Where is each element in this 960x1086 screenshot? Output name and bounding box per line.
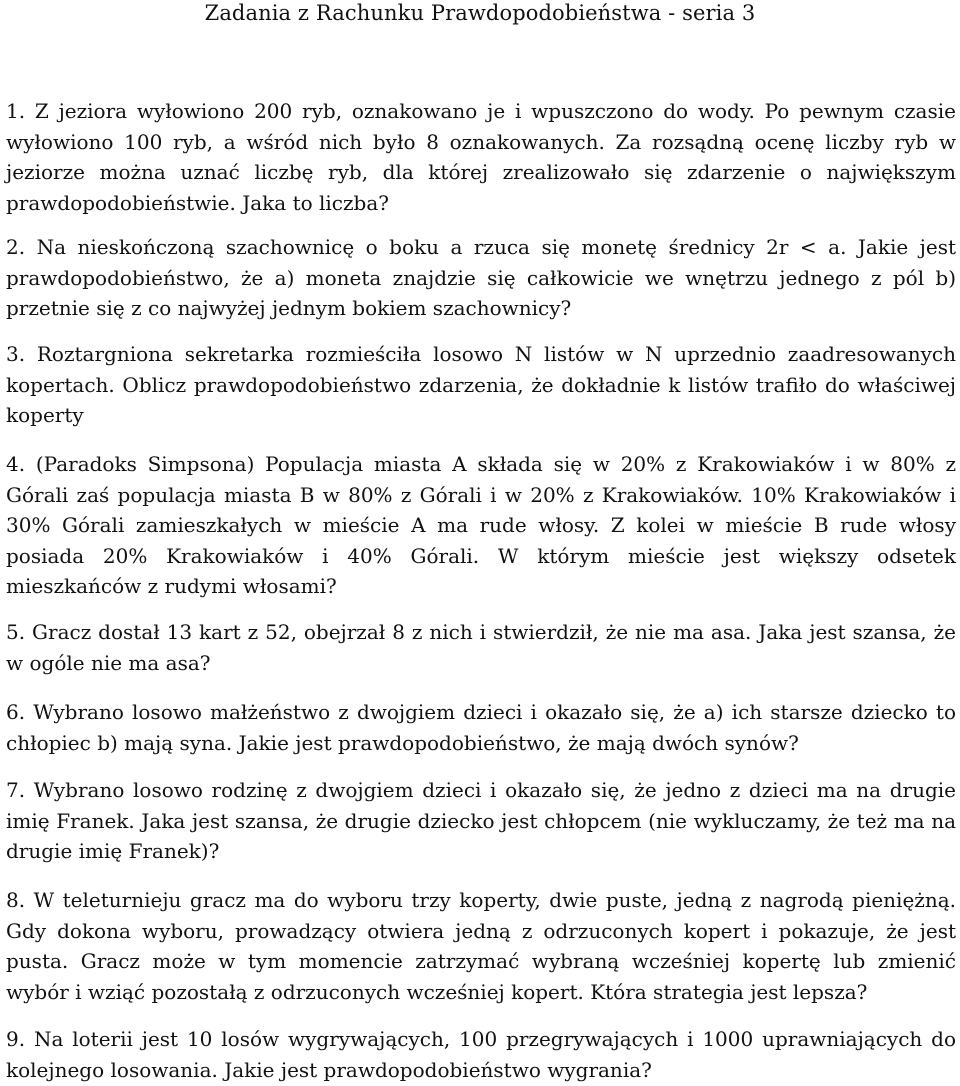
problem-text: Roztargniona sekretarka rozmieściła losowo N listów w N uprzednio zaadresowanych kopertach. Oblicz prawdopodobieństwo zdarzenia, że dokładnie k listów trafiło do właściwej koperty xyxy=(6,342,956,427)
problem-number: 7. xyxy=(6,778,34,802)
problem-number: 2. xyxy=(6,235,37,259)
problem-7 xyxy=(6,775,960,867)
problem-number: 4. xyxy=(6,452,36,476)
problem-number: 6. xyxy=(6,700,34,724)
problem-text: Wybrano losowo małżeństwo z dwojgiem dzieci i okazało się, że a) ich starsze dziecko to chłopiec b) mają syna. Jakie jest prawdopodobieństwo, że mają dwóch synów? xyxy=(6,700,956,755)
problem-8 xyxy=(6,885,960,1007)
page-title: Zadania z Rachunku Prawdopodobieństwa - seria 3 xyxy=(204,1,756,25)
problem-4 xyxy=(6,449,960,602)
problem-3 xyxy=(6,339,960,431)
problem-number: 1. xyxy=(6,99,35,123)
problem-number: 8. xyxy=(6,888,34,912)
problem-text: Wybrano losowo rodzinę z dwojgiem dzieci i okazało się, że jedno z dzieci ma na drugie imię Franek. Jaka jest szansa, że drugie dziecko jest chłopcem (nie wykluczamy, że też ma na drugie imię Franek)? xyxy=(6,778,956,863)
problem-6 xyxy=(6,697,960,758)
problem-text: Na loterii jest 10 losów wygrywających, 100 przegrywających i 1000 uprawniających do kolejnego losowania. Jakie jest prawdopodobieństwo wygrania? xyxy=(6,1027,956,1082)
problem-text: Gracz dostał 13 kart z 52, obejrzał 8 z nich i stwierdził, że nie ma asa. Jaka jest szansa, że w ogóle nie ma asa? xyxy=(6,620,956,675)
problem-text: Na nieskończoną szachownicę o boku a rzuca się monetę średnicy 2r < a. Jakie jest prawdopodobieństwo, że a) moneta znajdzie się całkowicie we wnętrzu jednego z pól b) przetnie się z co najwyżej jednym bokiem szachownicy? xyxy=(6,235,956,320)
problem-9 xyxy=(6,1024,960,1085)
problem-text: Z jeziora wyłowiono 200 ryb, oznakowano je i wpuszczono do wody. Po pewnym czasie wyłowiono 100 ryb, a wśród nich było 8 oznakowanych. Za rozsądną ocenę liczby ryb w jeziorze można uznać liczbę ryb, dla której zrealizowało się zdarzenie o największym prawdopodobieństwie. Jaka to liczba? xyxy=(6,99,956,215)
problem-5 xyxy=(6,617,960,678)
problem-number: 5. xyxy=(6,620,33,644)
problem-number: 3. xyxy=(6,342,37,366)
problem-1 xyxy=(6,96,960,218)
problem-number: 9. xyxy=(6,1027,34,1051)
problem-2 xyxy=(6,232,960,324)
problem-text: W teleturnieju gracz ma do wyboru trzy koperty, dwie puste, jedną z nagrodą pieniężną. Gdy dokona wyboru, prowadzący otwiera jedną z odrzuconych kopert i pokazuje, że jest pusta. Gracz może w tym momencie zatrzymać wybraną wcześniej kopertę lub zmienić wybór i wziąć pozostałą z odrzuconych wcześniej kopert. Która strategia jest lepsza? xyxy=(6,888,956,1004)
problem-text: (Paradoks Simpsona) Populacja miasta A składa się w 20% z Krakowiaków i w 80% z Górali zaś populacja miasta B w 80% z Górali i w 20% z Krakowiaków. 10% Krakowiaków i 30% Górali zamieszkałych w mieście A ma rude włosy. Z kolei w mieście B rude włosy posiada 20% Krakowiaków i 40% Górali. W którym mieście jest większy odsetek mieszkańców z rudymi włosami? xyxy=(6,452,956,598)
